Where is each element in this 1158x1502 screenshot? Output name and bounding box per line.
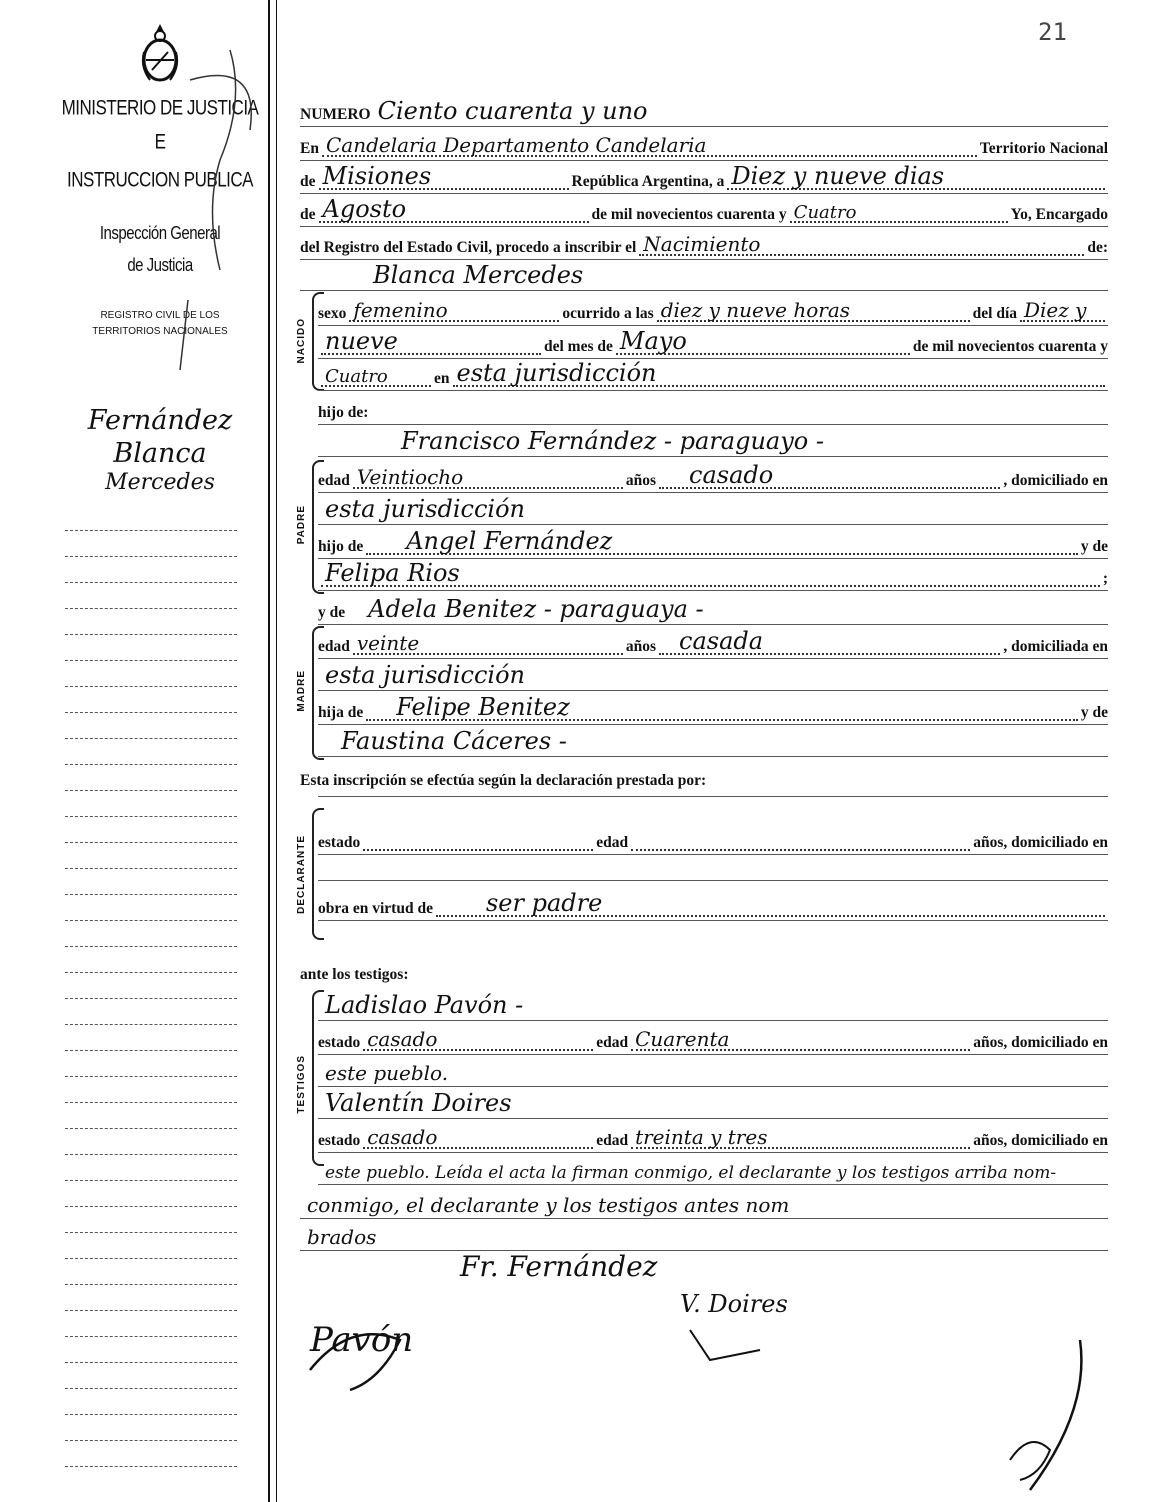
margin-rule-inner [276,0,277,1502]
madre-grandfather: Felipe Benitez [396,693,570,721]
mother-name-row [318,596,1108,625]
anio-value: Cuatro [325,366,388,387]
padre-anos-label: años [625,472,657,489]
yo-label: Yo, Encargado [1010,206,1108,223]
padre-grandmother: Felipa Rios [325,559,460,587]
witness2-edad: treinta y tres [635,1125,768,1149]
witness2-anos-label: años, domiciliado en [973,1132,1108,1149]
inspection-subtitle: de Justicia [127,254,193,277]
testigos-intro: ante los testigos: [300,966,409,983]
witness2-edad-label: edad [596,1132,629,1149]
padre-grandfather: Angel Fernández [406,527,613,555]
witness1-estado: casado [367,1027,438,1051]
declarante-estado-label: estado [318,834,361,851]
madre-domiciliada-label: , domiciliada en [1003,638,1108,655]
registry-title: REGISTRO CIVIL DE LOS [100,310,220,321]
declarante-intro: Esta inscripción se efectúa según la declaración prestada por: [300,772,707,789]
year-value: Cuatro [793,202,857,223]
madre-y-de-label: y de [318,604,346,621]
margin-given-name-2: Mercedes [105,470,215,495]
mil-label: de mil novecientos cuarenta y [591,206,787,223]
witness2-estado-row [318,1124,1108,1153]
ocurrido-label: ocurrido a las [562,305,654,322]
sexo-label: sexo [318,305,347,322]
ministry-title: MINISTERIO DE JUSTICIA [61,95,259,120]
madre-estado-value: casada [679,627,764,655]
del-mes-label: del mes de [544,338,613,355]
child-name-row [300,262,1108,291]
padre-y-de-label: y de [1080,538,1108,555]
madre-domicilio-row [318,662,1108,691]
closing-line-2: brados [307,1225,377,1249]
madre-grandmother: Faustina Cáceres - [341,727,567,755]
margin-given-name-1: Blanca [113,438,207,469]
padre-domicilio-value: esta jurisdicción [325,495,525,523]
witness1-edad-label: edad [596,1034,629,1051]
declarante-edad-label: edad [596,834,629,851]
witness2-estado-label: estado [318,1132,361,1149]
declarante-label: DECLARANTE [296,835,307,914]
ministry-subtitle: INSTRUCCION PUBLICA [66,167,254,192]
month-row [300,195,1108,227]
padre-hijo-de-row [318,527,1108,559]
mes-value: Mayo [619,327,687,355]
anio-row [318,359,1108,391]
padre-domiciliado-label: , domiciliado en [1003,472,1108,489]
numero-value: Ciento cuarenta y uno [377,97,648,125]
madre-edad-row [318,627,1108,659]
declarante-estado-row [318,826,1108,855]
father-name: Francisco Fernández - paraguayo - [401,427,824,455]
witness1-domicilio: este pueblo. [325,1061,449,1085]
page-number: 21 [1038,18,1067,46]
witness1-estado-row [318,1026,1108,1055]
witness1-name-row [318,992,1108,1021]
signature-fernandez: Fr. Fernández [460,1250,658,1283]
madre-y-de2-label: y de [1080,704,1108,721]
ministry-and: E [154,129,166,154]
registro-label: del Registro del Estado Civil, procedo a inscribir el [300,239,637,256]
closing-line-1: conmigo, el declarante y los testigos antes nom [307,1193,790,1217]
registry-subtitle: TERRITORIOS NACIONALES [92,326,228,337]
margin-surname: Fernández [87,405,233,436]
witness2-estado: casado [367,1125,438,1149]
place-row [300,132,1108,161]
child-name: Blanca Mercedes [373,261,584,289]
declarante-anos-label: años, domiciliado en [973,834,1108,851]
witness2-name: Valentín Doires [325,1089,512,1117]
padre-domicilio-row [318,496,1108,525]
act-value: Nacimiento [643,232,761,256]
padre-hijo-de-label: hijo de [318,538,364,555]
dia-value: Diez y [1024,298,1087,322]
witness1-domicilio-row [318,1058,1108,1087]
padre-label: PADRE [296,505,307,545]
signature-pavon: Pavón [310,1320,414,1360]
hijo-label: hijo de: [318,404,369,421]
padre-edad-row [318,461,1108,493]
witness1-name: Ladislao Pavón - [325,991,524,1019]
nacido-label: NACIDO [296,318,307,364]
place-value: Candelaria Departamento Candelaria [325,133,707,157]
month-value: Agosto [322,195,407,223]
madre-anos-label: años [625,638,657,655]
registro-row [300,231,1108,260]
mes-row [318,327,1108,359]
closing-row-1 [300,1190,1108,1219]
day-value: Diez y nueve dias [731,162,945,190]
closing-row-2 [300,1222,1108,1251]
madre-label: MADRE [296,670,307,712]
numero-row [300,98,1108,127]
nacido-mil-label: de mil novecientos cuarenta y [912,338,1108,355]
witness2-name-row [318,1090,1108,1119]
dia-value-2: nueve [325,327,398,355]
witness2-domicilio: este pueblo. Leída el acta la firman conmigo, el declarante y los testigos arriba nom- [325,1163,1057,1183]
declarante-obra-label: obra en virtud de [318,900,433,917]
testigos-label: TESTIGOS [296,1055,307,1114]
territorio-label: Territorio Nacional [979,140,1108,157]
witness1-estado-label: estado [318,1034,361,1051]
padre-edad-value: Veintiocho [356,465,464,489]
en-label: En [300,140,319,157]
father-name-row [318,428,1108,457]
declarante-blank-line [318,796,1108,797]
padre-grandmother-row [318,559,1108,591]
inspection-title: Inspección General [99,222,221,245]
numero-label: NUMERO [300,106,371,123]
padre-estado-value: casado [689,461,774,489]
territory-value: Misiones [322,162,432,190]
testigos-intro-row [300,958,1108,986]
nacido-en-label: en [434,370,450,387]
date-row [300,162,1108,194]
madre-edad-label: edad [318,638,350,655]
padre-semicolon: ; [1102,570,1108,587]
de3-label: de: [1087,239,1108,256]
declarante-intro-row [300,764,1108,792]
del-dia-label: del día [972,305,1017,322]
mother-name: Adela Benitez - paraguaya - [368,595,704,623]
padre-edad-label: edad [318,472,350,489]
de-label: de [300,173,316,190]
madre-grandmother-row [318,728,1108,757]
republica-label: República Argentina, a [571,173,725,190]
madre-edad-value: veinte [356,631,420,655]
hour-value: diez y nueve horas [660,298,851,322]
signature-doires: V. Doires [680,1290,788,1318]
witness2-domicilio-row [318,1156,1108,1185]
signature-flourish-icon [290,1300,1110,1500]
madre-domicilio-value: esta jurisdicción [325,661,525,689]
de2-label: de [300,206,316,223]
declarante-domicilio-line [318,880,1108,881]
en-value: esta jurisdicción [456,359,657,387]
declarante-obra-value: ser padre [485,889,603,917]
sexo-value: femenino [353,298,448,322]
sexo-row [318,297,1108,326]
stamp-signature-icon [70,40,270,380]
hijo-row [318,396,1108,425]
witness1-edad: Cuarenta [635,1027,730,1051]
declarante-obra-row [318,889,1108,921]
madre-hija-de-label: hija de [318,704,364,721]
witness1-anos-label: años, domiciliado en [973,1034,1108,1051]
madre-hija-de-row [318,693,1108,725]
